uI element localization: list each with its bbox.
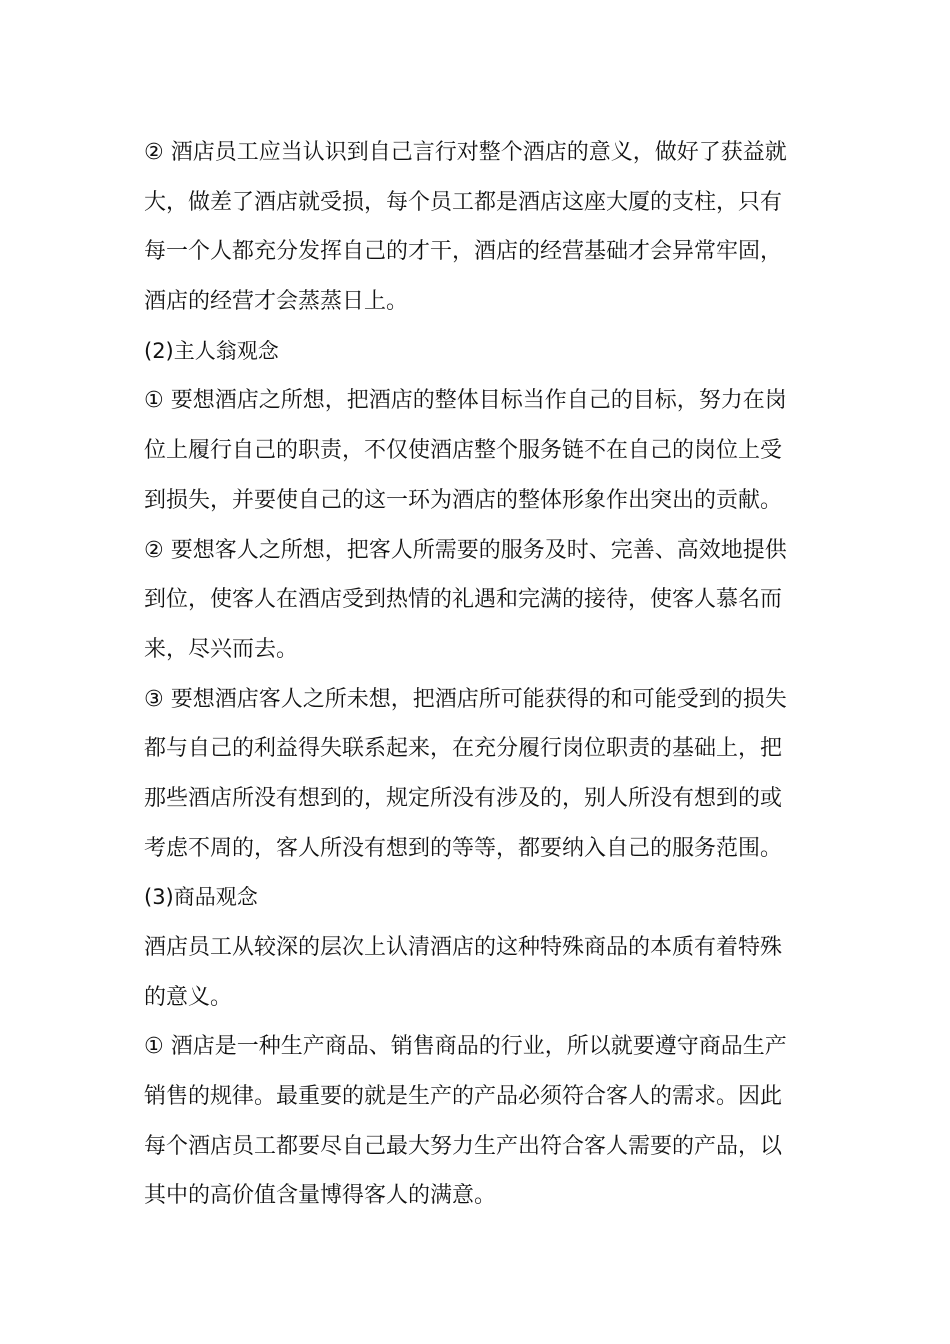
section-heading: (3)商品观念 [144,885,258,910]
text-line: 到位，使客人在酒店受到热情的礼遇和完满的接待，使客人慕名而 [144,587,783,613]
text-line: ② 要想客人之所想，把客人所需要的服务及时、完善、高效地提供 [144,537,787,563]
text-line: 都与自己的利益得失联系起来，在充分履行岗位职责的基础上，把 [144,736,783,762]
text-line: 每个酒店员工都要尽自己最大努力生产出符合客人需要的产品，以 [144,1133,783,1159]
text-line: 其中的高价值含量博得客人的满意。 [144,1183,497,1209]
text-line: 考虑不周的，客人所没有想到的等等，都要纳入自己的服务范围。 [144,835,783,861]
text-line: 的意义。 [144,984,233,1010]
text-line: ① 要想酒店之所想，把酒店的整体目标当作自己的目标，努力在岗 [144,388,787,414]
text-line: 酒店的经营才会蒸蒸日上。 [144,289,409,315]
text-line: 那些酒店所没有想到的，规定所没有涉及的，别人所没有想到的或 [144,785,783,811]
text-line: 每一个人都充分发挥自己的才干，酒店的经营基础才会异常牢固， [144,239,783,265]
text-line: 销售的规律。最重要的就是生产的产品必须符合客人的需求。因此 [144,1084,783,1110]
text-line: ① 酒店是一种生产商品、销售商品的行业，所以就要遵守商品生产 [144,1034,787,1060]
text-line: ③ 要想酒店客人之所未想，把酒店所可能获得的和可能受到的损失 [144,686,787,712]
text-line: 酒店员工从较深的层次上认清酒店的这种特殊商品的本质有着特殊 [144,935,783,960]
document-body [144,128,808,1221]
text-line: ② 酒店员工应当认识到自己言行对整个酒店的意义，做好了获益就 [144,140,787,165]
text-line: 来，尽兴而去。 [144,636,299,662]
section-heading: (2)主人翁观念 [144,338,279,363]
text-line: 到损失，并要使自己的这一环为酒店的整体形象作出突出的贡献。 [144,487,783,513]
text-line: 大，做差了酒店就受损，每个员工都是酒店这座大厦的支柱，只有 [144,189,783,215]
text-line: 位上履行自己的职责，不仅使酒店整个服务链不在自己的岗位上受 [144,438,783,464]
